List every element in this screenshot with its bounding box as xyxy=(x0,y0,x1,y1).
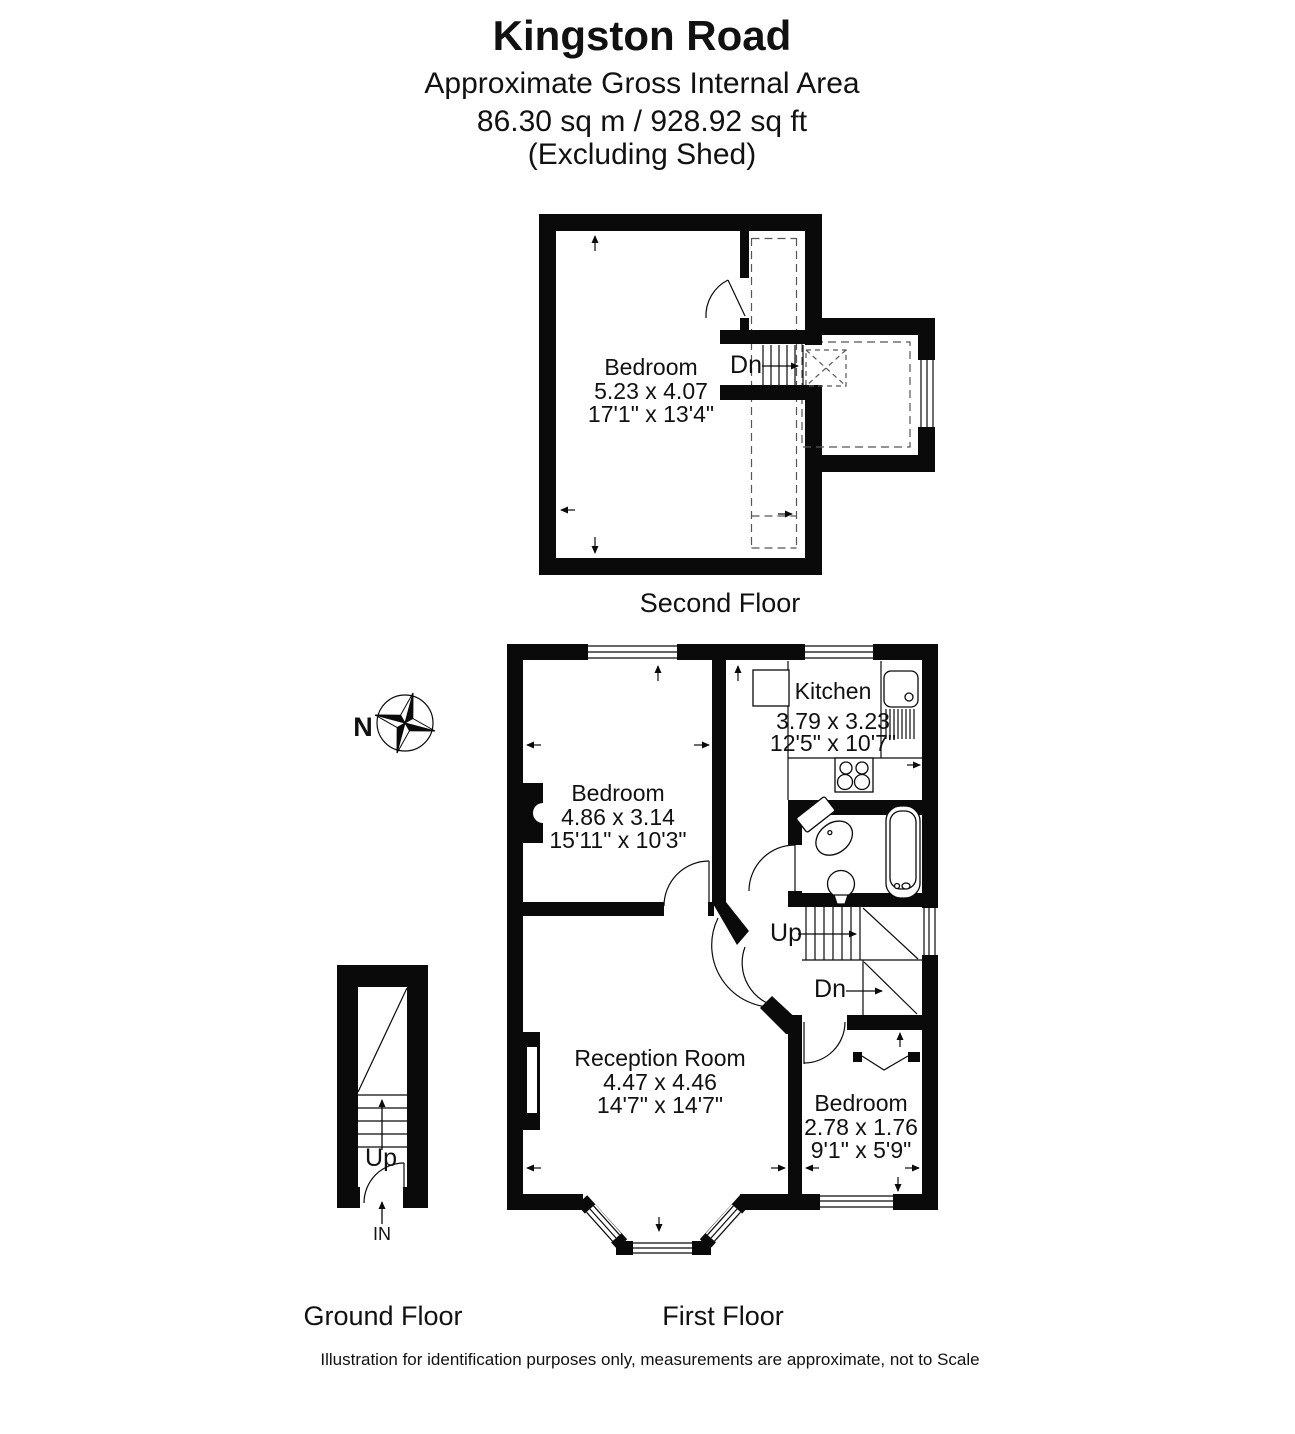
room-dim-metric-bedroom-2f: 5.23 x 4.07 xyxy=(594,378,708,404)
floor-label-first: First Floor xyxy=(662,1301,784,1331)
room-dim-imperial-bedroom-2f: 17'1" x 13'4" xyxy=(587,401,715,427)
room-dim-metric-bedroom2: 2.78 x 1.76 xyxy=(804,1114,918,1140)
room-label-bedroom2: Bedroom xyxy=(814,1090,908,1116)
room-dim-metric-bedroom1: 4.86 x 3.14 xyxy=(561,804,675,830)
stairs-down-label-2f: Dn xyxy=(730,351,762,379)
second-floor-plan xyxy=(539,214,935,575)
compass-rose-icon xyxy=(353,693,435,753)
hob-icon xyxy=(835,758,873,792)
room-label-kitchen: Kitchen xyxy=(794,678,872,704)
stairs-down-label-1f: Dn xyxy=(814,975,846,1003)
page-area: 86.30 sq m / 928.92 sq ft xyxy=(476,105,808,138)
chimney-breast-reception xyxy=(523,1032,540,1130)
compass-north-label: N xyxy=(353,712,373,742)
entrance-in-label: IN xyxy=(373,1224,391,1244)
stairs-up-label-gf: Up xyxy=(365,1144,397,1172)
bathtub-icon xyxy=(886,806,920,898)
first-floor-plan xyxy=(507,644,938,1253)
room-label-reception: Reception Room xyxy=(574,1045,746,1071)
disclaimer-text: Illustration for identification purposes only, measurements are approximate, not to Scale xyxy=(320,1350,980,1369)
room-dim-metric-kitchen: 3.79 x 3.23 xyxy=(776,708,890,734)
room-dim-imperial-kitchen: 12'5" x 10'7" xyxy=(769,730,897,756)
kitchen-appliance xyxy=(753,670,789,706)
room-dim-imperial-reception: 14'7" x 14'7" xyxy=(596,1092,724,1118)
stairs-up-label-1f: Up xyxy=(770,919,802,947)
room-label-bedroom1: Bedroom xyxy=(571,780,665,806)
page-title: Kingston Road xyxy=(492,12,792,59)
header-block xyxy=(424,12,860,171)
room-dim-imperial-bedroom1: 15'11" x 10'3" xyxy=(549,827,687,853)
room-dim-imperial-bedroom2: 9'1" x 5'9" xyxy=(810,1137,912,1163)
ground-floor-plan xyxy=(337,965,428,1244)
page-subtitle: Approximate Gross Internal Area xyxy=(424,67,860,100)
room-dim-metric-reception: 4.47 x 4.46 xyxy=(603,1069,717,1095)
page-note: (Excluding Shed) xyxy=(527,138,757,171)
floor-label-ground: Ground Floor xyxy=(303,1301,463,1331)
room-label-bedroom-2f: Bedroom xyxy=(604,354,698,380)
floor-label-second: Second Floor xyxy=(639,588,801,618)
